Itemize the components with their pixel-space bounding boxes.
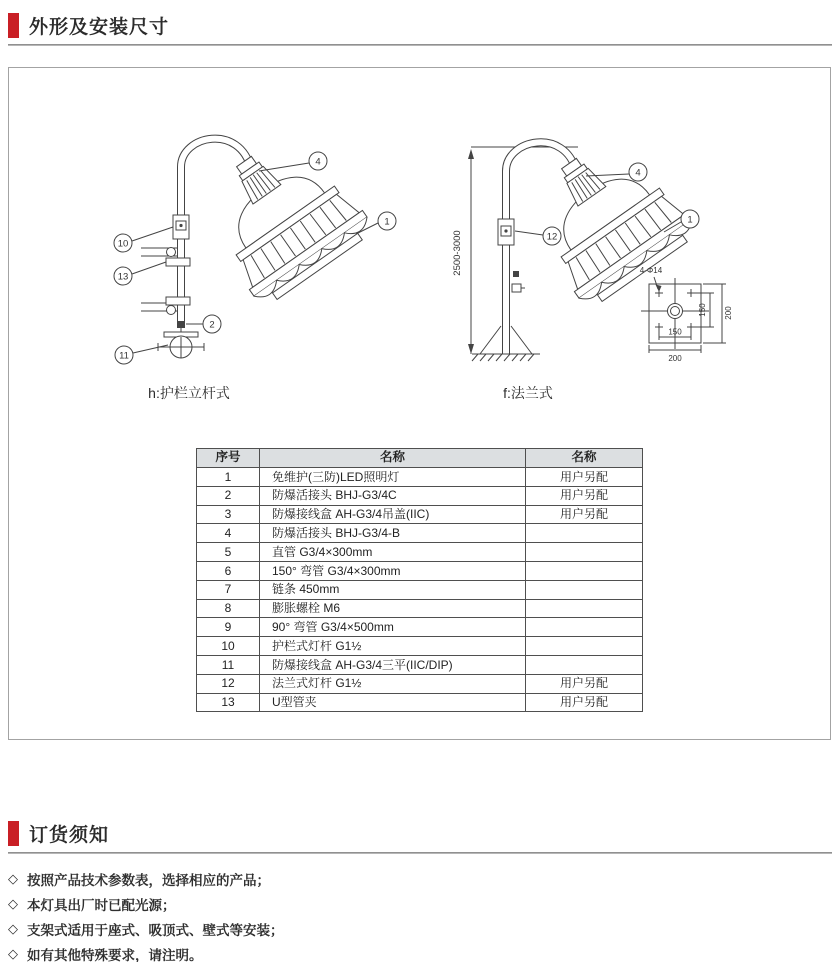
header-no: 序号	[197, 449, 260, 468]
cell-name: 防爆接线盒 AH-G3/4三平(IIC/DIP)	[260, 655, 526, 674]
cell-note	[526, 543, 643, 562]
note-text: 如有其他特殊要求，请注明。	[27, 947, 203, 962]
diamond-bullet-icon: ◇	[8, 870, 18, 886]
cell-no: 1	[197, 468, 260, 487]
section-header-dimensions	[8, 12, 169, 39]
diamond-bullet-icon: ◇	[8, 945, 18, 961]
flange-pole-svg	[426, 131, 771, 376]
guardrail-pole-drawing	[96, 131, 406, 376]
table-row	[197, 599, 643, 618]
u-bolt-clamp	[158, 328, 204, 358]
table-row	[197, 505, 643, 524]
diamond-bullet-icon: ◇	[8, 895, 18, 911]
guardrail-pole-svg	[96, 131, 406, 376]
cell-no: 2	[197, 486, 260, 505]
table-row	[197, 468, 643, 487]
cell-note: 用户另配	[526, 674, 643, 693]
dimension-2500-3000	[452, 147, 578, 354]
cell-no: 11	[197, 655, 260, 674]
ordering-notes	[8, 866, 284, 962]
cell-note: 用户另配	[526, 468, 643, 487]
callout-11	[115, 345, 168, 364]
diamond-bullet-icon: ◇	[8, 920, 18, 936]
cell-note	[526, 599, 643, 618]
callout-2	[186, 315, 221, 333]
table-row	[197, 637, 643, 656]
note-text: 按照产品技术参数表，选择相应的产品；	[27, 872, 270, 888]
cell-name: 膨胀螺栓 M6	[260, 599, 526, 618]
cell-name: 防爆活接头 BHJ-G3/4C	[260, 486, 526, 505]
table-header-row	[197, 449, 643, 468]
red-accent-bar	[8, 13, 19, 38]
section-title: 订货须知	[29, 825, 110, 846]
cell-name: 法兰式灯杆 G1½	[260, 674, 526, 693]
svg-text:12: 12	[546, 231, 558, 243]
svg-text:13: 13	[117, 271, 129, 283]
drawing-label-guardrail: h:护栏立杆式	[148, 385, 230, 401]
svg-text:4: 4	[315, 156, 321, 168]
cell-name: 150° 弯管 G3/4×300mm	[260, 561, 526, 580]
cell-no: 9	[197, 618, 260, 637]
svg-text:200: 200	[668, 354, 682, 363]
cell-no: 12	[197, 674, 260, 693]
table-row	[197, 561, 643, 580]
cell-name: 免维护(三防)LED照明灯	[260, 468, 526, 487]
flange-pole-drawing	[426, 131, 771, 376]
table-row	[197, 486, 643, 505]
red-accent-bar	[8, 821, 19, 846]
lamp-head-use	[512, 124, 701, 311]
section-header-ordering	[8, 820, 109, 847]
cell-note	[526, 618, 643, 637]
cell-name: 防爆活接头 BHJ-G3/4-B	[260, 524, 526, 543]
callout-13	[114, 262, 166, 285]
svg-text:11: 11	[119, 350, 129, 362]
cell-note	[526, 655, 643, 674]
table-row	[197, 693, 643, 712]
cell-note	[526, 561, 643, 580]
svg-text:150: 150	[668, 327, 682, 337]
parts-table-wrap	[196, 448, 643, 712]
svg-text:2500-3000: 2500-3000	[452, 230, 463, 276]
svg-text:1: 1	[384, 216, 390, 228]
cell-name: 护栏式灯杆 G1½	[260, 637, 526, 656]
callout-4	[259, 152, 327, 171]
note-text: 支架式适用于座式、吸顶式、壁式等安装；	[27, 922, 284, 938]
flange-holes-label: 4-Φ14	[639, 266, 663, 275]
note-line	[8, 891, 284, 916]
svg-text:10: 10	[117, 238, 129, 250]
table-row	[197, 674, 643, 693]
cell-no: 5	[197, 543, 260, 562]
cell-no: 13	[197, 693, 260, 712]
cell-no: 7	[197, 580, 260, 599]
cell-note: 用户另配	[526, 486, 643, 505]
cell-no: 4	[197, 524, 260, 543]
cell-name: 直管 G3/4×300mm	[260, 543, 526, 562]
svg-text:1: 1	[687, 214, 693, 226]
lamp-head-use	[187, 122, 376, 309]
table-row	[197, 655, 643, 674]
svg-text:4: 4	[635, 167, 641, 179]
svg-text:2: 2	[209, 319, 215, 331]
note-text: 本灯具出厂时已配光源；	[27, 897, 176, 913]
cell-name: 链条 450mm	[260, 580, 526, 599]
cell-no: 8	[197, 599, 260, 618]
svg-text:150: 150	[698, 303, 707, 317]
cell-no: 3	[197, 505, 260, 524]
section-title: 外形及安装尺寸	[29, 17, 170, 38]
cell-no: 6	[197, 561, 260, 580]
cell-name: 防爆接线盒 AH-G3/4吊盖(IIC)	[260, 505, 526, 524]
table-row	[197, 580, 643, 599]
bottom-union-fitting	[177, 321, 185, 328]
table-row	[197, 543, 643, 562]
flange-plate-detail	[640, 266, 733, 363]
dimensions-frame	[8, 67, 831, 740]
cell-note: 用户另配	[526, 505, 643, 524]
header-name: 名称	[260, 449, 526, 468]
table-row	[197, 524, 643, 543]
cell-note: 用户另配	[526, 693, 643, 712]
cell-note	[526, 637, 643, 656]
note-line	[8, 941, 284, 962]
cell-note	[526, 580, 643, 599]
header-rule	[8, 44, 832, 46]
parts-table	[196, 448, 643, 712]
cell-name: U型管夹	[260, 693, 526, 712]
header-rule	[8, 852, 832, 854]
header-note: 名称	[526, 449, 643, 468]
cell-no: 10	[197, 637, 260, 656]
note-line	[8, 866, 284, 891]
drawing-label-flange: f:法兰式	[503, 385, 553, 401]
table-row	[197, 618, 643, 637]
svg-text:200: 200	[724, 306, 733, 320]
cell-name: 90° 弯管 G3/4×500mm	[260, 618, 526, 637]
callout-12	[515, 227, 561, 245]
note-line	[8, 916, 284, 941]
cell-note	[526, 524, 643, 543]
